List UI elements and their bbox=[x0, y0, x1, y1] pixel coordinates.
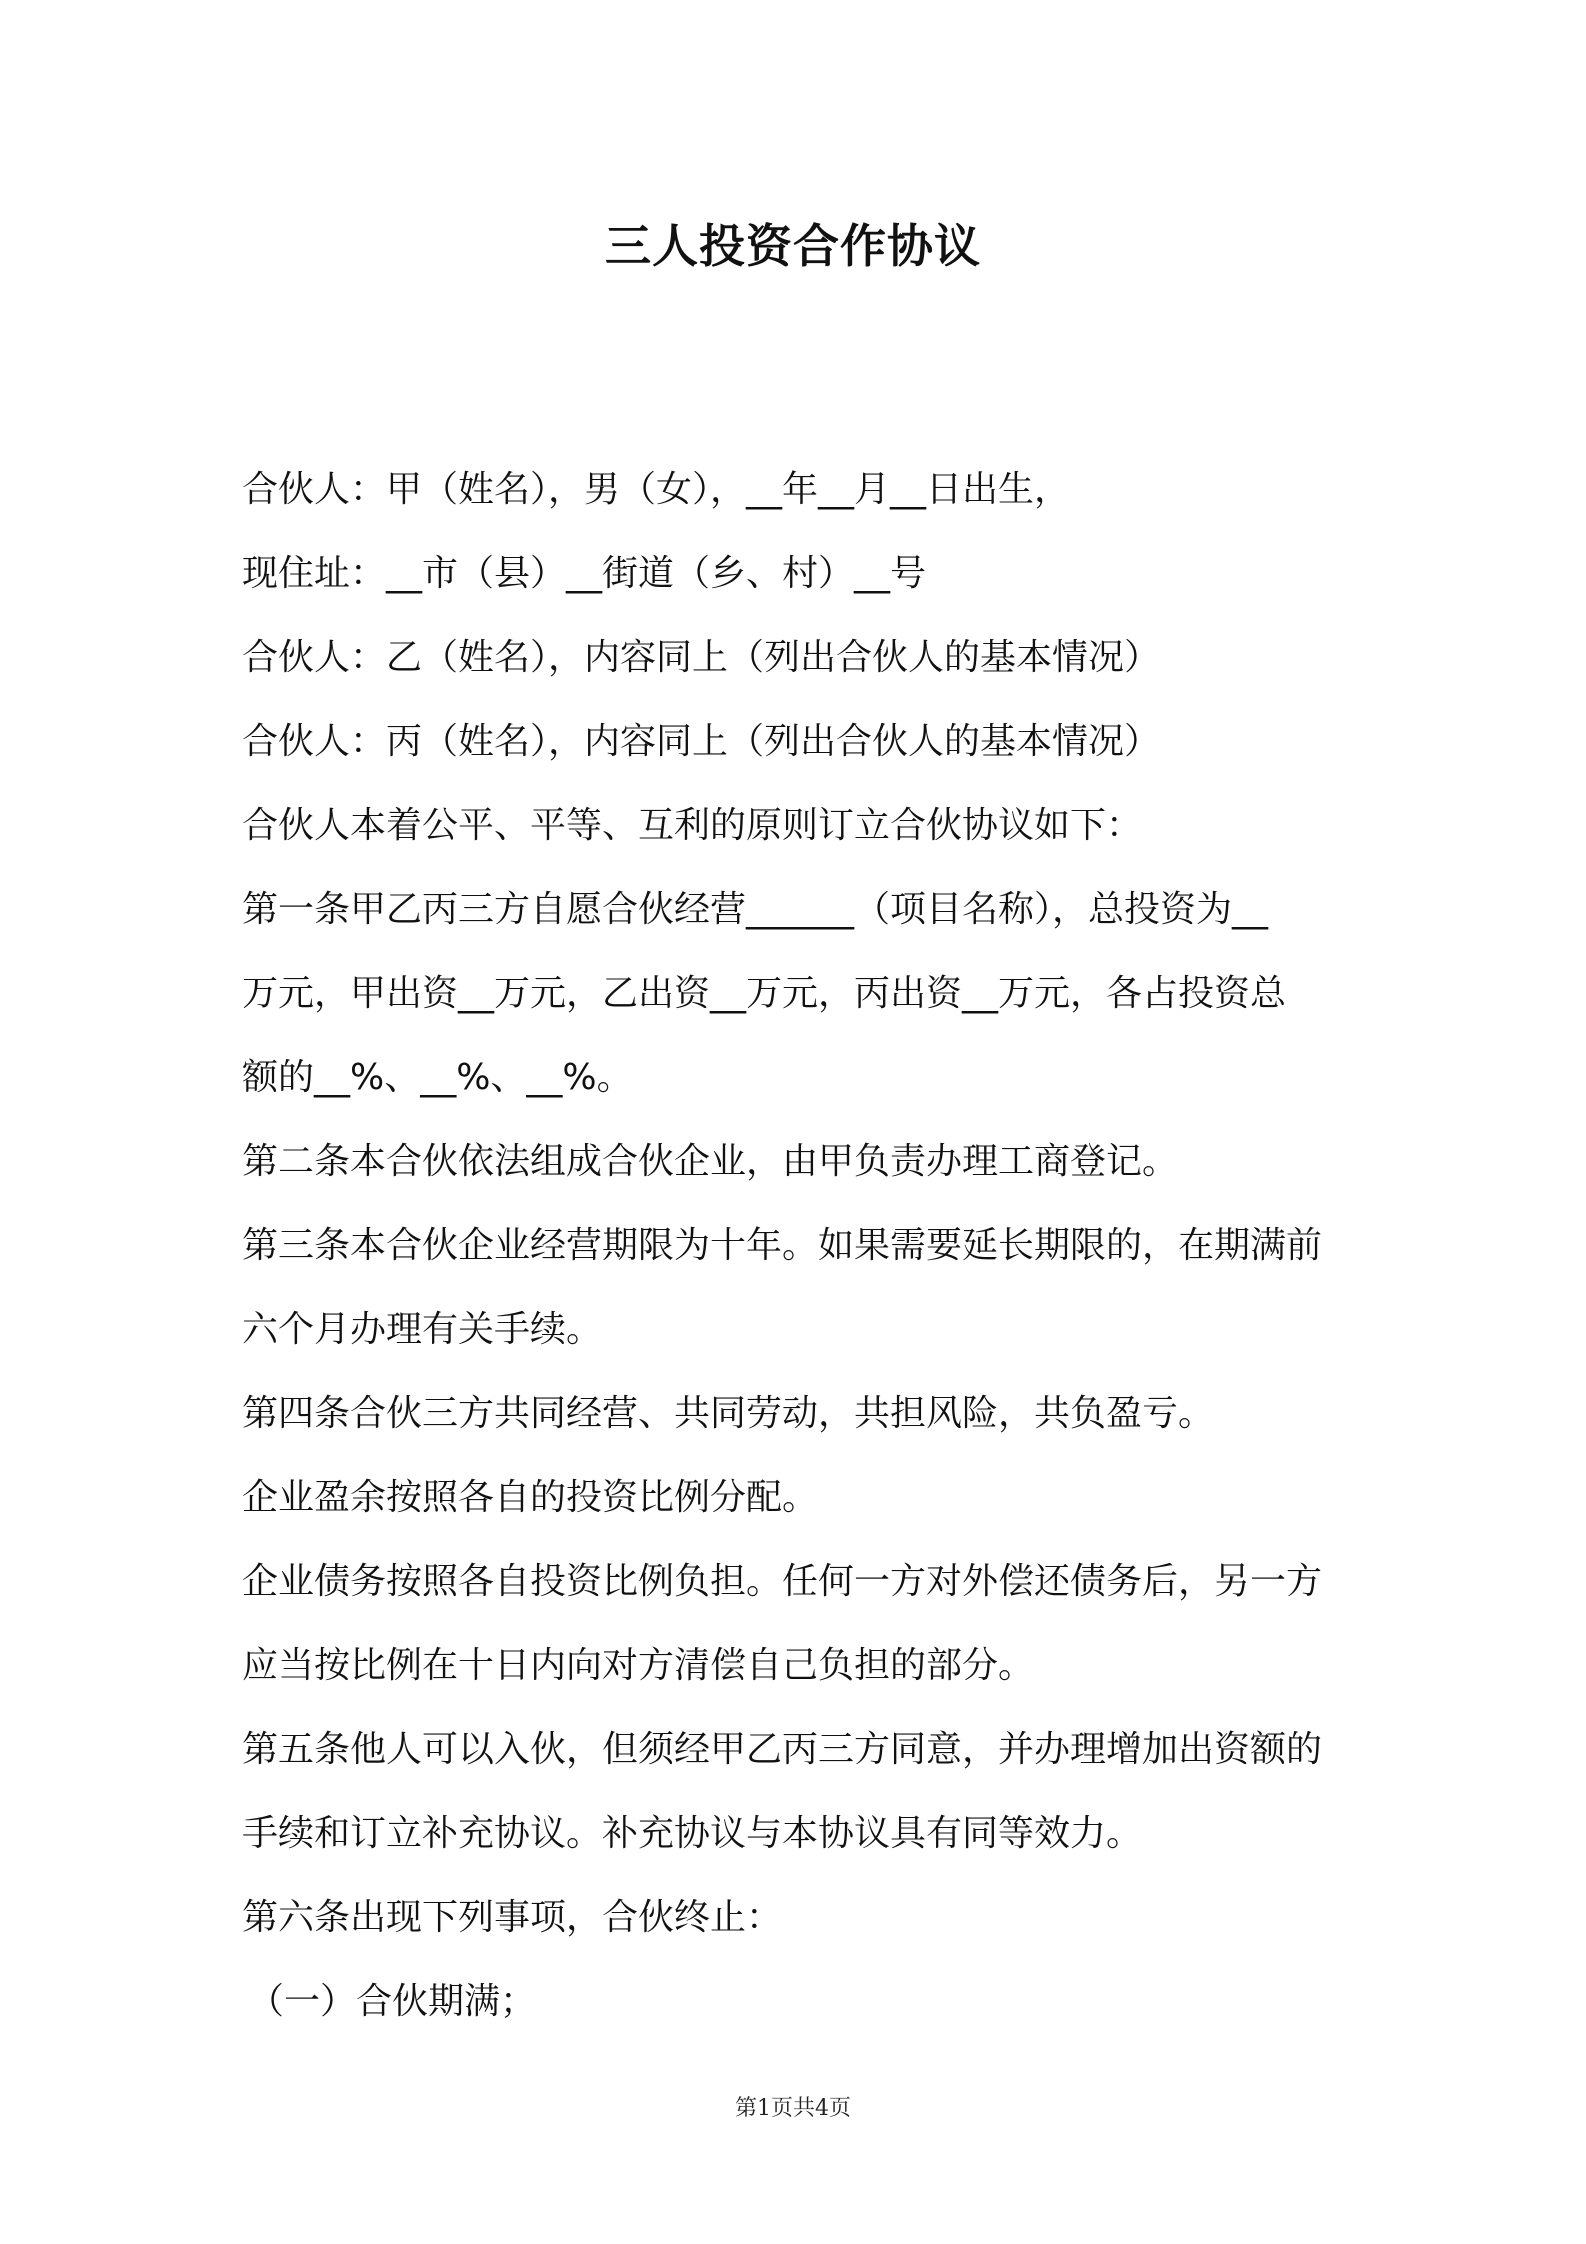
article-4-line-1: 第四条合伙三方共同经营、共同劳动，共担风险，共负盈亏。 bbox=[242, 1393, 1215, 1434]
article-1-line-2: 万元，甲出资__万元，乙出资__万元，丙出资__万元，各占投资总 bbox=[242, 973, 1287, 1014]
article-6-line: 第六条出现下列事项，合伙终止： bbox=[242, 1897, 783, 1938]
page-number-footer: 第1页共4页 bbox=[735, 2096, 851, 2121]
article-3-line-2: 六个月办理有关手续。 bbox=[242, 1309, 603, 1350]
article-1-line-3: 额的__%、__%、__%。 bbox=[242, 1057, 633, 1098]
address-line: 现住址：__市（县）__街道（乡、村）__号 bbox=[242, 553, 927, 594]
party-b-line: 合伙人：乙（姓名），内容同上（列出合伙人的基本情况） bbox=[242, 637, 1161, 678]
preamble-line: 合伙人本着公平、平等、互利的原则订立合伙协议如下： bbox=[242, 805, 1143, 846]
article-6-item-1: （一）合伙期满； bbox=[248, 1981, 537, 2022]
article-5-line-1: 第五条他人可以入伙，但须经甲乙丙三方同意，并办理增加出资额的 bbox=[242, 1729, 1323, 1770]
article-3-line-1: 第三条本合伙企业经营期限为十年。如果需要延长期限的，在期满前 bbox=[242, 1225, 1323, 1266]
party-c-line: 合伙人：丙（姓名），内容同上（列出合伙人的基本情况） bbox=[242, 721, 1161, 762]
article-2-line: 第二条本合伙依法组成合伙企业，由甲负责办理工商登记。 bbox=[242, 1141, 1179, 1182]
article-4-line-2: 企业盈余按照各自的投资比例分配。 bbox=[242, 1477, 819, 1518]
article-1-line-1: 第一条甲乙丙三方自愿合伙经营______（项目名称），总投资为__ bbox=[242, 889, 1269, 930]
document-title: 三人投资合作协议 bbox=[605, 219, 981, 273]
article-4-line-4: 应当按比例在十日内向对方清偿自己负担的部分。 bbox=[242, 1645, 1035, 1686]
party-a-line: 合伙人：甲（姓名），男（女），__年__月__日出生， bbox=[242, 469, 1071, 510]
article-5-line-2: 手续和订立补充协议。补充协议与本协议具有同等效力。 bbox=[242, 1813, 1143, 1854]
article-4-line-3: 企业债务按照各自投资比例负担。任何一方对外偿还债务后，另一方 bbox=[242, 1561, 1323, 1602]
document-body bbox=[242, 448, 1362, 2044]
